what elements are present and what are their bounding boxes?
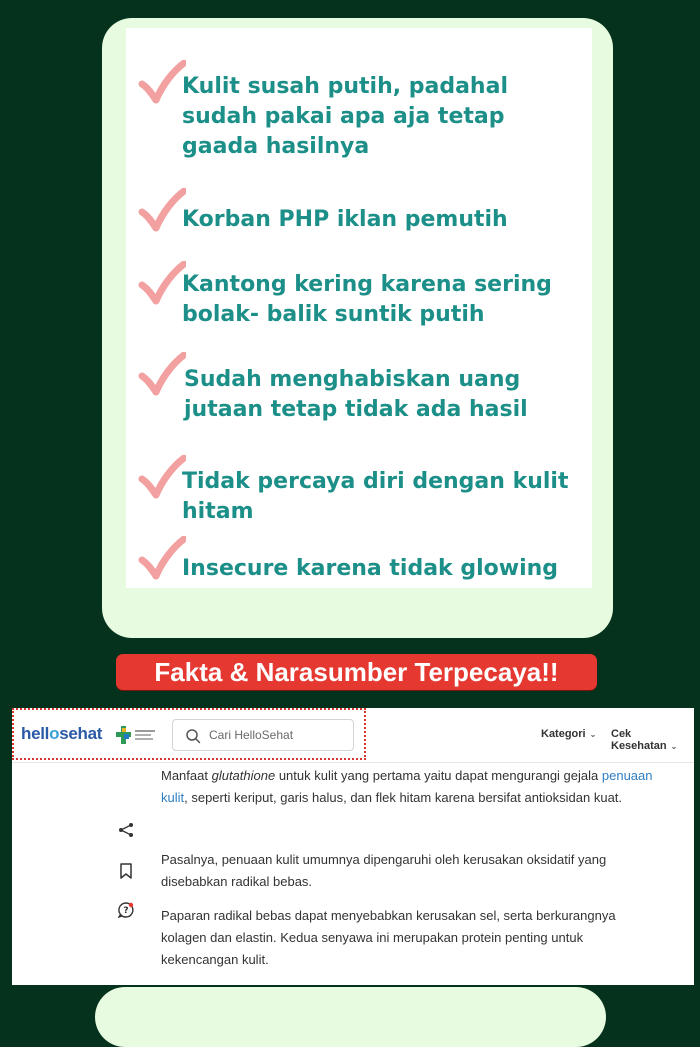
site-header xyxy=(12,708,694,763)
benefit-text: Korban PHP iklan pemutih xyxy=(182,207,508,232)
benefits-list xyxy=(126,28,592,588)
highlight-frame xyxy=(12,708,366,760)
paragraph-text: Manfaat xyxy=(161,768,212,783)
fakta-banner: Fakta & Narasumber Terpecaya!! xyxy=(116,654,597,690)
checkmark-icon xyxy=(138,60,186,104)
nav-kategori[interactable] xyxy=(541,728,596,740)
paragraph-text: , seperti keriput, garis halus, dan flek hitam karena bersifat antioksidan kuat. xyxy=(184,790,623,805)
bookmark-icon[interactable] xyxy=(118,863,134,879)
logo-text: sehat xyxy=(59,724,103,743)
benefits-card xyxy=(102,18,613,638)
paragraph-emphasis: glutathione xyxy=(211,768,276,783)
chevron-down-icon: ⌄ xyxy=(670,742,678,751)
hellosehat-screenshot xyxy=(12,708,694,985)
checkmark-icon xyxy=(138,352,186,396)
logo-text: o xyxy=(49,724,60,743)
article-paragraph xyxy=(161,765,661,809)
benefit-text: Kantong kering karena sering bolak- balik suntik putih xyxy=(182,272,552,327)
svg-text:?: ? xyxy=(123,906,129,916)
benefit-text: Insecure karena tidak glowing xyxy=(182,556,559,581)
nav-cek-label: Cek Kesehatan xyxy=(611,728,667,752)
benefit-text: Sudah menghabiskan uang jutaan tetap tidak ada hasil xyxy=(184,367,528,422)
benefit-text: Kulit susah putih, padahal sudah pakai apa aja tetap gaada hasilnya xyxy=(182,74,508,159)
penuaan-kulit-link[interactable]: penuaan kulit xyxy=(161,768,653,805)
paragraph-text: untuk kulit yang pertama yaitu dapat mengurangi gejala xyxy=(275,768,599,783)
checkmark-icon xyxy=(138,536,186,580)
chevron-down-icon: ⌄ xyxy=(589,730,597,739)
article-paragraph: Paparan radikal bebas dapat menyebabkan kerusakan sel, serta berkurangnya kolagen dan elastin. Kedua senyawa ini merupakan protein penting untuk kekencangan kulit. xyxy=(161,908,616,967)
next-card xyxy=(95,987,606,1047)
checkmark-icon xyxy=(138,261,186,305)
nav-kategori-label: Kategori xyxy=(541,728,586,740)
share-icon[interactable] xyxy=(118,822,134,838)
article-paragraph: Pasalnya, penuaan kulit umumnya dipengaruhi oleh kerusakan oksidatif yang disebabkan radikal bebas. xyxy=(161,852,607,889)
nav-cek-kesehatan[interactable] xyxy=(611,728,694,752)
search-placeholder: Cari HelloSehat xyxy=(209,728,294,742)
logo-text: hell xyxy=(21,724,50,743)
checkmark-icon xyxy=(138,188,186,232)
benefit-text: Tidak percaya diri dengan kulit hitam xyxy=(182,469,569,524)
help-comment-icon[interactable] xyxy=(118,902,134,918)
checkmark-icon xyxy=(138,455,186,499)
